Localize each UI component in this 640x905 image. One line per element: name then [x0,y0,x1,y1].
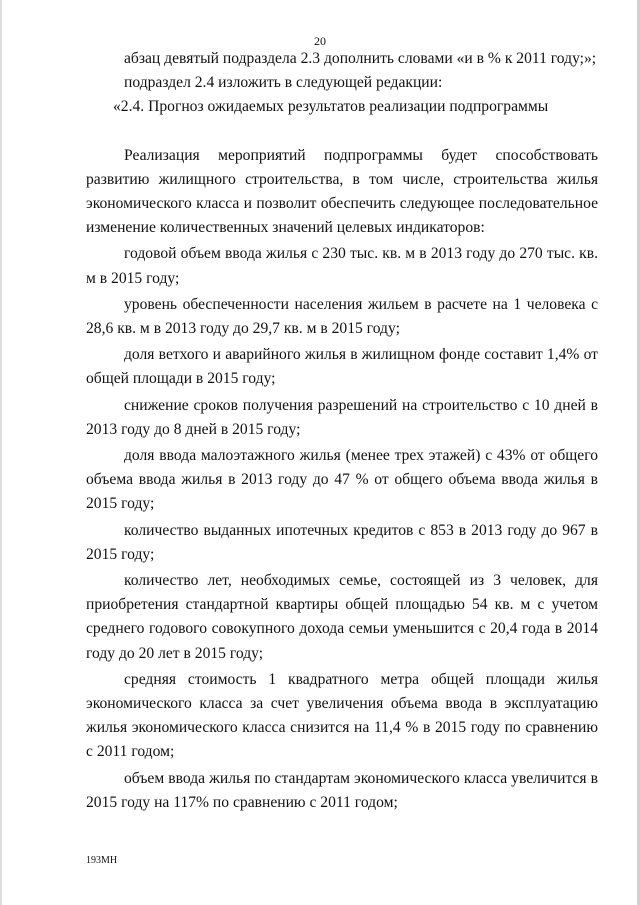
paragraph-amend-2-3: абзац девятый подраздела 2.3 дополнить словами «и в % к 2011 году;»; [124,50,597,67]
indicator-economy-volume: объем ввода жилья по стандартам экономического класса увеличится в 2015 году на 117% по сравнению с 2011 годом; [86,769,598,811]
indicator-mortgage-count: количество выданных ипотечных кредитов с 853 в 2013 году до 967 в 2015 году; [86,521,598,563]
indicator-dilapidated-share: доля ветхого и аварийного жилья в жилищном фонде составит 1,4% от общей площади в 2015 году; [86,346,598,388]
scan-edge-left [0,0,2,905]
footer-code: 193МН [86,855,118,866]
indicator-permit-time: снижение сроков получения разрешений на строительство с 10 дней в 2013 году до 8 дней в 2015 году; [86,396,598,438]
indicator-years-to-buy: количество лет, необходимых семье, состоящей из 3 человек, для приобретения стандартной квартиры общей площадью 54 кв. м с учетом среднего годового совокупного дохода семьи уменьшится с 20,4 года в 2014 году до 20 лет в 2015 году; [86,572,598,662]
document-body [86,47,598,817]
indicator-housing-volume: годовой объем ввода жилья с 230 тыс. кв. м в 2013 году до 270 тыс. кв. м в 2015 году; [86,245,598,287]
indicator-lowrise-share: доля ввода малоэтажного жилья (менее трех этажей) с 43% от общего объема ввода жилья в 2013 году до 47 % от общего объема ввода жилья в 2015 году; [86,447,598,513]
paragraph-intro: Реализация мероприятий подпрограммы будет способствовать развитию жилищного строительства, в том числе, строительства жилья экономического класса и позволит обеспечить следующее последовательное изменение количественных значений целевых индикаторов: [86,146,598,237]
section-heading: «2.4. Прогноз ожидаемых результатов реализации подпрограммы [113,98,549,116]
paragraph-amend-2-4: подраздел 2.4 изложить в следующей редакции: [124,74,443,92]
indicator-price-per-sqm: средняя стоимость 1 квадратного метра общей площади жилья экономического класса за счет увеличения объема ввода в эксплуатацию жилья экономического класса снизится на 11,4 % в 2015 году по сравнению с 2011 годом; [86,670,598,761]
page-number: 20 [314,34,326,48]
indicator-housing-per-person: уровень обеспеченности населения жильем в расчете на 1 человека с 28,6 кв. м в 2013 году до 29,7 кв. м в 2015 году; [86,295,598,338]
